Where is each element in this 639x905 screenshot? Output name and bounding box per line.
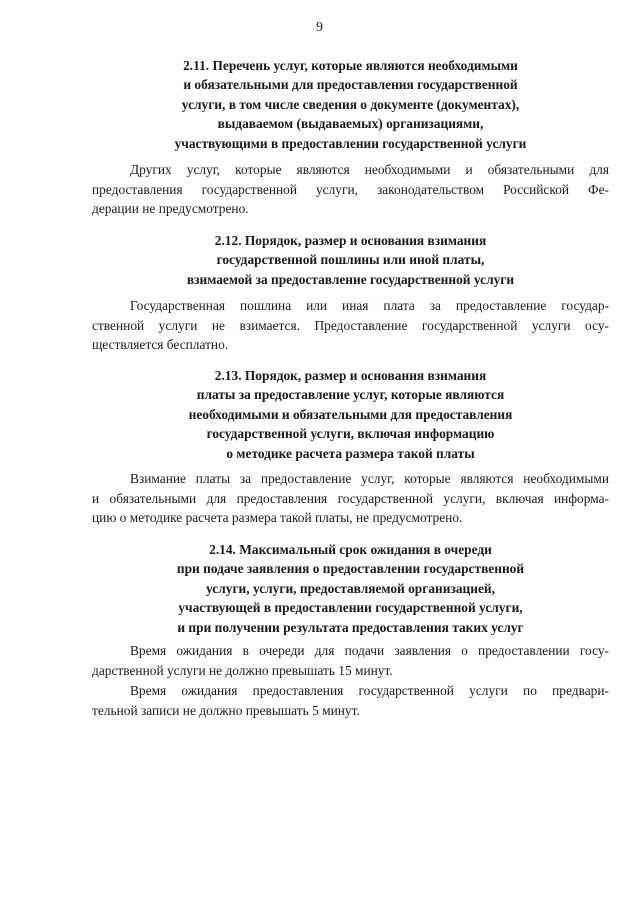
heading-line: услуги, в том числе сведения о документе (документах), (181, 96, 520, 112)
paragraph-line: ственной услуги не взимается. Предоставление государственной услуги осу- (92, 317, 609, 333)
paragraph-line: Взимание платы за предоставление услуг, которые являются необходимыми (130, 471, 609, 486)
paragraph-line: Время ожидания предоставления государственной услуги по предвари- (130, 683, 609, 698)
heading-line: выдаваемом (выдаваемых) организациями, (217, 116, 484, 132)
section-heading-2-12 (92, 231, 609, 289)
heading-line: и при получении результата предоставления таких услуг (177, 619, 524, 635)
paragraph-line: Время ожидания в очереди для подачи заявления о предоставлении госу- (130, 643, 609, 658)
paragraph-2-14-b (92, 681, 609, 720)
paragraph-2-13 (92, 469, 609, 528)
heading-line: платы за предоставление услуг, которые являются (196, 387, 505, 403)
paragraph-2-14-a (92, 641, 609, 680)
paragraph-2-11 (92, 160, 609, 219)
paragraph-line: Государственная пошлина или иная плата за предоставление государ- (130, 298, 609, 313)
paragraph-line: тельной записи не должно превышать 5 минут. (92, 702, 360, 718)
heading-line: 2.13. Порядок, размер и основания взимания (214, 368, 487, 383)
heading-line: о методике расчета размера такой платы (226, 445, 475, 461)
heading-line: государственной пошлины или иной платы, (216, 252, 485, 268)
paragraph-line: Других услуг, которые являются необходимыми и обязательными для (130, 162, 609, 177)
heading-line: при подаче заявления о предоставлении государственной (176, 561, 525, 577)
heading-line: взимаемой за предоставление государственной услуги (186, 271, 515, 287)
paragraph-line: и обязательными для предоставления государственной услуги, включая информа- (92, 490, 609, 506)
section-heading-2-14 (92, 540, 609, 637)
section-heading-2-13 (92, 366, 609, 463)
paragraph-line: дерации не предусмотрено. (92, 201, 249, 217)
heading-line: необходимыми и обязательными для предоставления (188, 406, 513, 422)
page-number: 9 (316, 20, 323, 35)
paragraph-line: предоставления государственной услуги, законодательством Российской Фе- (92, 181, 609, 197)
heading-line: и обязательными для предоставления государственной (183, 77, 518, 93)
paragraph-line: ществляется бесплатно. (92, 337, 229, 353)
heading-line: участвующей в предоставлении государственной услуги, (178, 600, 523, 616)
paragraph-line: дарственной услуги не должно превышать 15 минут. (92, 662, 393, 678)
heading-line: 2.14. Максимальный срок ожидания в очереди (209, 542, 492, 557)
heading-line: услуги, услуги, предоставляемой организацией, (206, 580, 495, 596)
heading-line: государственной услуги, включая информацию (206, 426, 495, 442)
heading-line: участвующими в предоставлении государственной услуги (174, 135, 527, 151)
section-heading-2-11 (92, 56, 609, 153)
paragraph-2-12 (92, 296, 609, 355)
heading-line: 2.11. Перечень услуг, которые являются необходимыми (183, 58, 518, 73)
paragraph-line: цию о методике расчета размера такой платы, не предусмотрено. (92, 510, 463, 526)
heading-line: 2.12. Порядок, размер и основания взимания (214, 233, 487, 248)
